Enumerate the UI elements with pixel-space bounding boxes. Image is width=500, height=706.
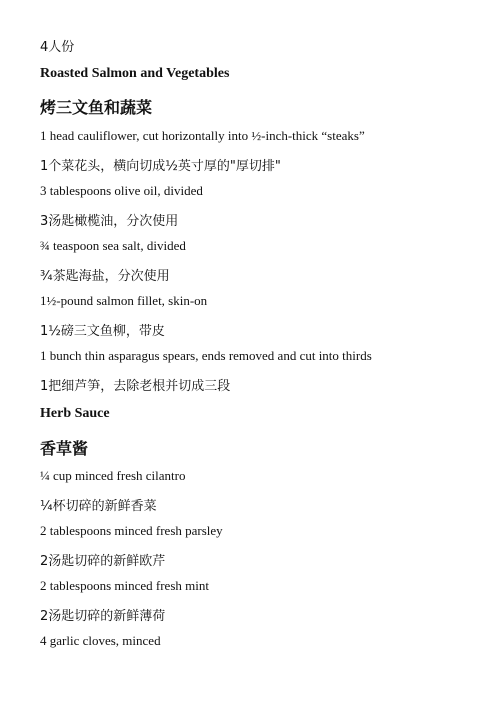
ingredient-en: 3 tablespoons olive oil, divided: [40, 183, 203, 198]
ingredient-zh: ¼杯切碎的新鲜香菜: [40, 499, 157, 514]
recipe-title-zh: 烤三文鱼和蔬菜: [40, 98, 153, 117]
ingredient-en: ¾ teaspoon sea salt, divided: [40, 238, 186, 253]
sauce-title-zh: 香草酱: [40, 439, 89, 458]
ingredient-en: 4 garlic cloves, minced: [40, 633, 161, 648]
ingredient-zh: 2汤匙切碎的新鲜薄荷: [40, 609, 166, 624]
ingredient-zh: 2汤匙切碎的新鲜欧芹: [40, 554, 166, 569]
ingredient-en: 1½-pound salmon fillet, skin-on: [40, 293, 208, 308]
ingredient-en: 2 tablespoons minced fresh parsley: [40, 523, 223, 538]
recipe-title-en: Roasted Salmon and Vegetables: [40, 66, 230, 81]
ingredient-zh: 1个菜花头，横向切成½英寸厚的"厚切排": [40, 159, 281, 174]
ingredient-zh: 3汤匙橄榄油，分次使用: [40, 214, 179, 229]
ingredient-zh: ¾茶匙海盐，分次使用: [40, 269, 170, 284]
ingredient-zh: 1把细芦笋，去除老根并切成三段: [40, 379, 231, 394]
sauce-title-en: Herb Sauce: [40, 406, 110, 421]
ingredient-en: ¼ cup minced fresh cilantro: [40, 468, 186, 483]
ingredient-en: 1 bunch thin asparagus spears, ends removed and cut into thirds: [40, 348, 372, 363]
ingredient-en: 1 head cauliflower, cut horizontally into ½-inch-thick “steaks”: [40, 128, 365, 143]
servings-label: 4人份: [40, 40, 75, 55]
ingredient-en: 2 tablespoons minced fresh mint: [40, 578, 209, 593]
ingredient-zh: 1½磅三文鱼柳，带皮: [40, 324, 165, 339]
